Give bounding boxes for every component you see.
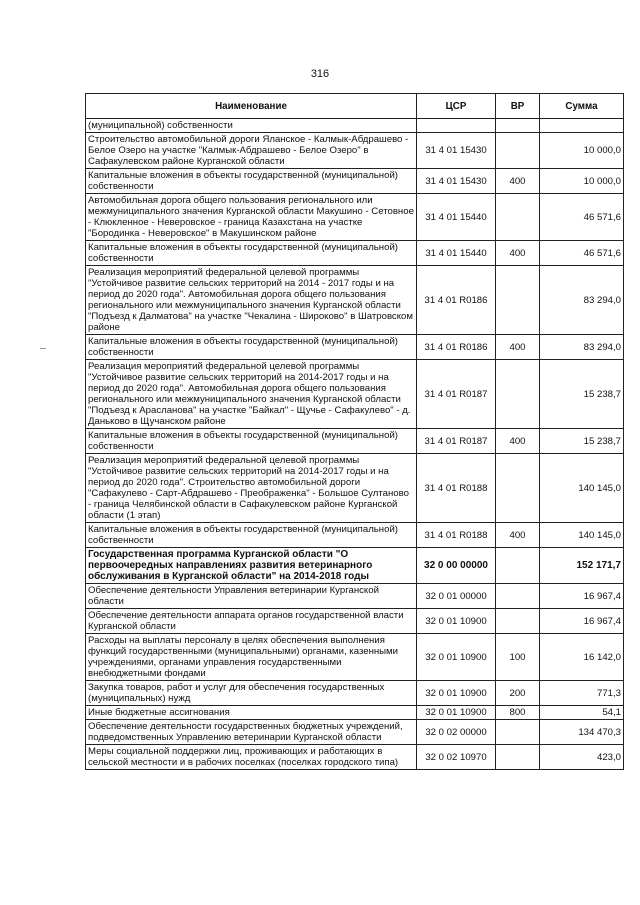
row-csr: 31 4 01 15430 <box>417 133 496 169</box>
table-row <box>86 634 624 681</box>
budget-table <box>85 93 624 770</box>
row-vr <box>496 548 540 584</box>
row-name: Капитальные вложения в объекты государственной (муниципальной) собственности <box>86 429 417 454</box>
table-row <box>86 194 624 241</box>
row-vr <box>496 609 540 634</box>
row-csr: 32 0 02 00000 <box>417 720 496 745</box>
row-sum: 10 000,0 <box>540 169 624 194</box>
row-sum <box>540 119 624 133</box>
row-name: Капитальные вложения в объекты государственной (муниципальной) собственности <box>86 241 417 266</box>
row-vr: 100 <box>496 634 540 681</box>
row-sum: 46 571,6 <box>540 241 624 266</box>
row-sum: 140 145,0 <box>540 523 624 548</box>
table-row <box>86 454 624 523</box>
row-name: Автомобильная дорога общего пользования регионального или межмуниципального значения Курганской области Макушино - Сетовное - Клюкленное - Неверовское - граница Казахстана на участке "Бородинка - Неверовское" в Макушинском районе <box>86 194 417 241</box>
row-name: Расходы на выплаты персоналу в целях обеспечения выполнения функций государственными (муниципальными) органами, казенными учреждениями, органами управления государственными внебюджетными фондами <box>86 634 417 681</box>
row-name: Реализация мероприятий федеральной целевой программы "Устойчивое развитие сельских территорий на 2014 - 2017 годы и на период до 2020 года". Автомобильная дорога общего пользования регионального или межмуниципального значения Курганской области "Подъезд к Далматова" на участке "Чекалина - Широково" в Шатровском районе <box>86 266 417 335</box>
row-name: Реализация мероприятий федеральной целевой программы "Устойчивое развитие сельских территорий на 2014-2017 годы и на период до 2020 года". Автомобильная дорога общего пользования регионального или межмуниципального значения Курганской области "Подъезд к Арасланова" на участке "Байкал" - Щучье - Сафакулево" - д. Данькoво в Щучанском районе <box>86 360 417 429</box>
row-csr: 31 4 01 R0186 <box>417 266 496 335</box>
row-vr <box>496 194 540 241</box>
row-sum: 771,3 <box>540 681 624 706</box>
row-vr: 400 <box>496 335 540 360</box>
row-sum: 423,0 <box>540 745 624 770</box>
row-name: Капитальные вложения в объекты государственной (муниципальной) собственности <box>86 169 417 194</box>
row-name: Строительство автомобильной дороги Яланское - Калмык-Абдрашево - Белое Озеро на участке "Калмык-Абдрашево - Белое Озеро" в Сафакулевском районе Курганской области <box>86 133 417 169</box>
row-sum: 16 967,4 <box>540 609 624 634</box>
row-csr <box>417 119 496 133</box>
row-csr: 32 0 01 10900 <box>417 681 496 706</box>
table-row <box>86 241 624 266</box>
table-header-row <box>86 94 624 119</box>
row-name: Обеспечение деятельности государственных бюджетных учреждений, подведомственных Управлению ветеринарии Курганской области <box>86 720 417 745</box>
row-name: Меры социальной поддержки лиц, проживающих и работающих в сельской местности и в рабочих поселках (поселках городского типа) <box>86 745 417 770</box>
table-row <box>86 706 624 720</box>
table-row <box>86 133 624 169</box>
row-vr <box>496 119 540 133</box>
row-sum: 83 294,0 <box>540 266 624 335</box>
row-vr: 800 <box>496 706 540 720</box>
row-vr: 200 <box>496 681 540 706</box>
row-name: Обеспечение деятельности Управления ветеринарии Курганской области <box>86 584 417 609</box>
header-name: Наименование <box>86 94 417 119</box>
row-vr: 400 <box>496 241 540 266</box>
scan-mark <box>40 348 46 349</box>
header-sum: Сумма <box>540 94 624 119</box>
row-name: Государственная программа Курганской области "О первоочередных направлениях развития ветеринарного обслуживания в Курганской области" на 2014-2018 годы <box>86 548 417 584</box>
row-csr: 31 4 01 R0186 <box>417 335 496 360</box>
row-name: Реализация мероприятий федеральной целевой программы "Устойчивое развитие сельских территорий на 2014-2017 годы и на период до 2020 года". Строительство автомобильной дороги "Сафакулево - Сарт-Абдрашево - Преображенка" - Большое Султаново - граница Челябинской области в Сафакулевском районе Курганской области (1 этап) <box>86 454 417 523</box>
row-name: Закупка товаров, работ и услуг для обеспечения государственных (муниципальных) нужд <box>86 681 417 706</box>
row-csr: 32 0 00 00000 <box>417 548 496 584</box>
table-row <box>86 360 624 429</box>
row-sum: 83 294,0 <box>540 335 624 360</box>
row-vr <box>496 584 540 609</box>
row-csr: 31 4 01 15440 <box>417 194 496 241</box>
row-csr: 31 4 01 R0187 <box>417 360 496 429</box>
row-csr: 31 4 01 R0188 <box>417 454 496 523</box>
row-csr: 32 0 01 00000 <box>417 584 496 609</box>
page-number: 316 <box>310 68 330 80</box>
row-name: Обеспечение деятельности аппарата органов государственной власти Курганской области <box>86 609 417 634</box>
row-vr <box>496 454 540 523</box>
table-body <box>86 119 624 770</box>
row-csr: 31 4 01 15430 <box>417 169 496 194</box>
table-row <box>86 335 624 360</box>
table-row <box>86 523 624 548</box>
row-csr: 31 4 01 R0187 <box>417 429 496 454</box>
table-row <box>86 429 624 454</box>
header-vr: ВР <box>496 94 540 119</box>
row-sum: 15 238,7 <box>540 429 624 454</box>
row-sum: 140 145,0 <box>540 454 624 523</box>
row-vr <box>496 745 540 770</box>
table-row <box>86 609 624 634</box>
row-sum: 16 967,4 <box>540 584 624 609</box>
table-row <box>86 745 624 770</box>
row-csr: 31 4 01 R0188 <box>417 523 496 548</box>
row-name: Капитальные вложения в объекты государственной (муниципальной) собственности <box>86 523 417 548</box>
row-vr: 400 <box>496 523 540 548</box>
row-vr <box>496 720 540 745</box>
row-sum: 10 000,0 <box>540 133 624 169</box>
table-row <box>86 584 624 609</box>
row-csr: 32 0 01 10900 <box>417 706 496 720</box>
table-row <box>86 119 624 133</box>
row-name: Капитальные вложения в объекты государственной (муниципальной) собственности <box>86 335 417 360</box>
row-name: Иные бюджетные ассигнования <box>86 706 417 720</box>
row-sum: 15 238,7 <box>540 360 624 429</box>
header-csr: ЦСР <box>417 94 496 119</box>
row-sum: 54,1 <box>540 706 624 720</box>
table-row <box>86 720 624 745</box>
row-csr: 31 4 01 15440 <box>417 241 496 266</box>
row-sum: 152 171,7 <box>540 548 624 584</box>
table-row <box>86 548 624 584</box>
table-row <box>86 681 624 706</box>
row-vr <box>496 266 540 335</box>
table-row <box>86 266 624 335</box>
row-sum: 46 571,6 <box>540 194 624 241</box>
row-csr: 32 0 01 10900 <box>417 634 496 681</box>
row-vr: 400 <box>496 169 540 194</box>
row-vr <box>496 360 540 429</box>
row-vr <box>496 133 540 169</box>
table-row <box>86 169 624 194</box>
row-csr: 32 0 02 10970 <box>417 745 496 770</box>
row-csr: 32 0 01 10900 <box>417 609 496 634</box>
row-vr: 400 <box>496 429 540 454</box>
row-sum: 134 470,3 <box>540 720 624 745</box>
row-sum: 16 142,0 <box>540 634 624 681</box>
row-name: (муниципальной) собственности <box>86 119 417 133</box>
